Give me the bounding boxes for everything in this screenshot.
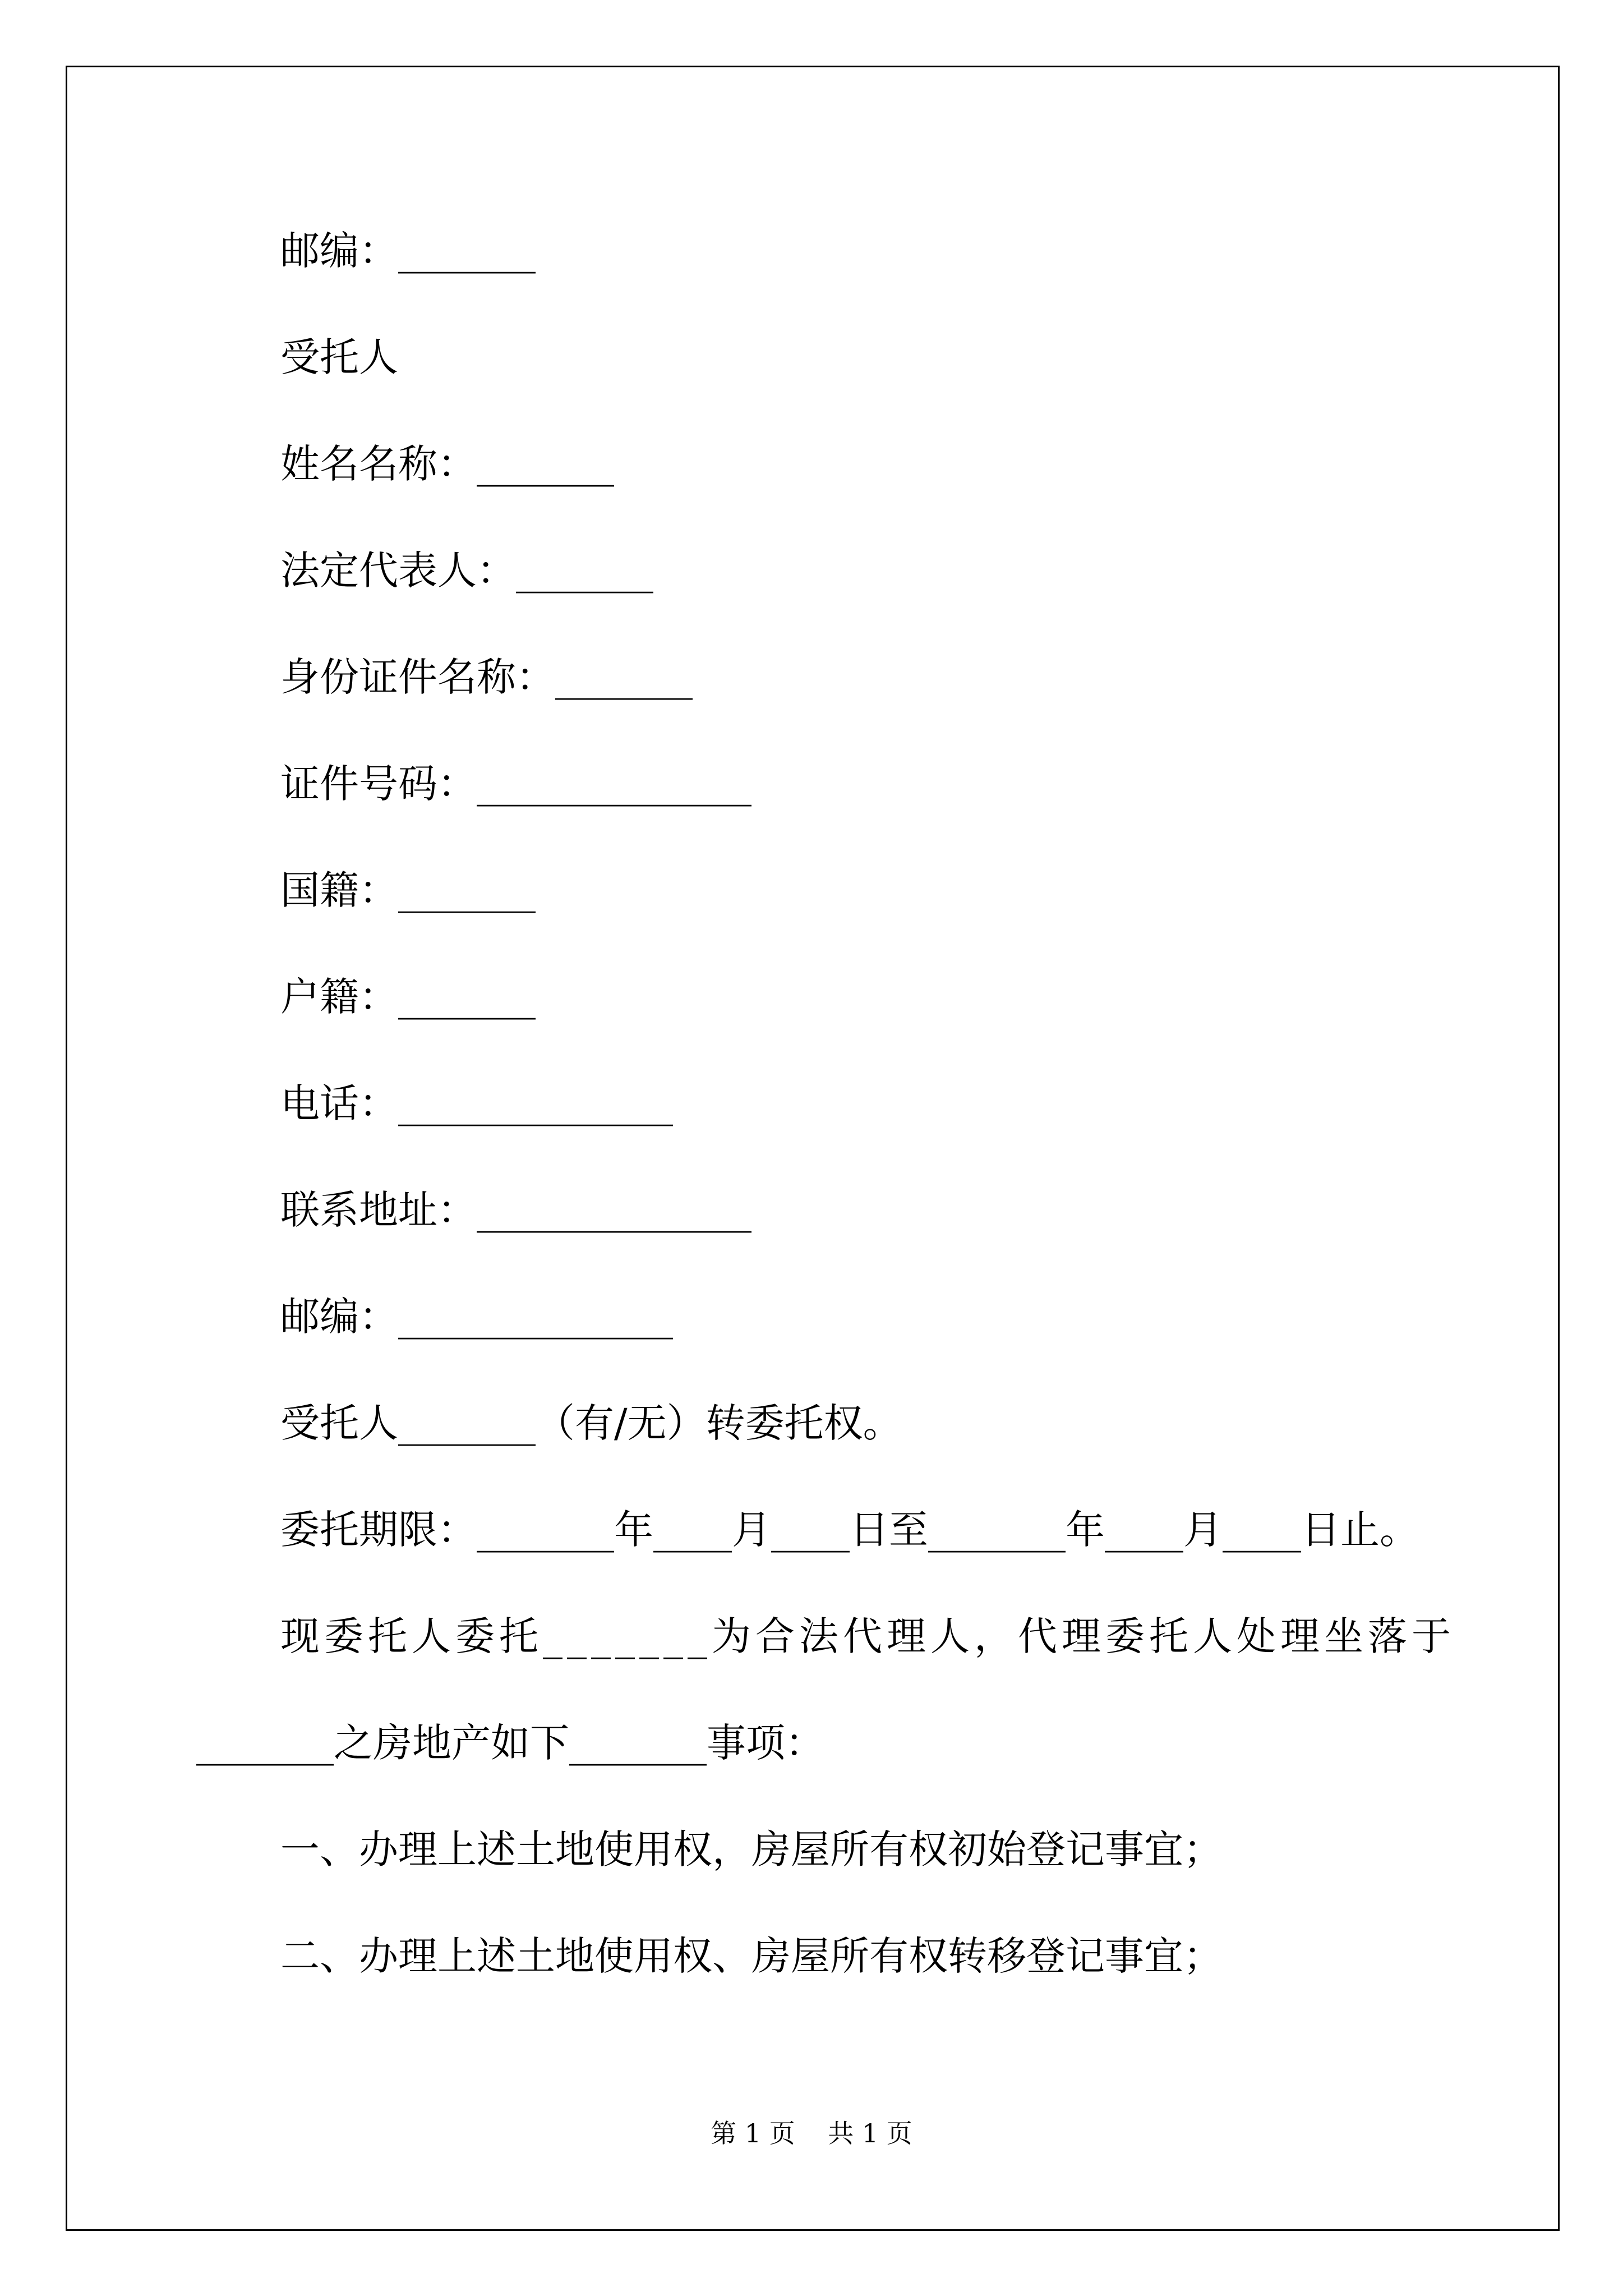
agent-heading: 受托人 xyxy=(280,334,398,380)
id-number-line: 证件号码：______________ xyxy=(280,761,751,807)
item-two-line: 二、办理上述土地使用权、房屋所有权转移登记事宜； xyxy=(280,1933,1223,1979)
term-line: 委托期限：_______年____月____日至_______年____月____日止。 xyxy=(280,1507,1419,1553)
item-one-line: 一、办理上述土地使用权，房屋所有权初始登记事宜； xyxy=(280,1826,1223,1872)
id-document-name-line: 身份证件名称：_______ xyxy=(280,654,693,700)
delegation-paragraph-line-2: _______之房地产如下_______事项： xyxy=(196,1720,824,1766)
page-footer: 第 1 页 共 1 页 xyxy=(711,2118,912,2148)
postcode-line-2: 邮编：______________ xyxy=(280,1294,673,1340)
legal-representative-line: 法定代表人：_______ xyxy=(280,547,653,593)
sub-delegation-line: 受托人_______（有/无）转委托权。 xyxy=(280,1400,902,1446)
name-line: 姓名名称：_______ xyxy=(280,441,614,487)
address-line: 联系地址：______________ xyxy=(280,1187,751,1233)
household-registration-line: 户籍：_______ xyxy=(280,974,536,1020)
nationality-line: 国籍：_______ xyxy=(280,867,536,913)
phone-line: 电话：______________ xyxy=(280,1080,673,1126)
postcode-line: 邮编：_______ xyxy=(280,228,536,274)
page-border xyxy=(66,66,1560,2231)
delegation-paragraph-line-1: 现委托人委托_______为合法代理人，代理委托人处理坐落于 xyxy=(280,1613,1455,1659)
